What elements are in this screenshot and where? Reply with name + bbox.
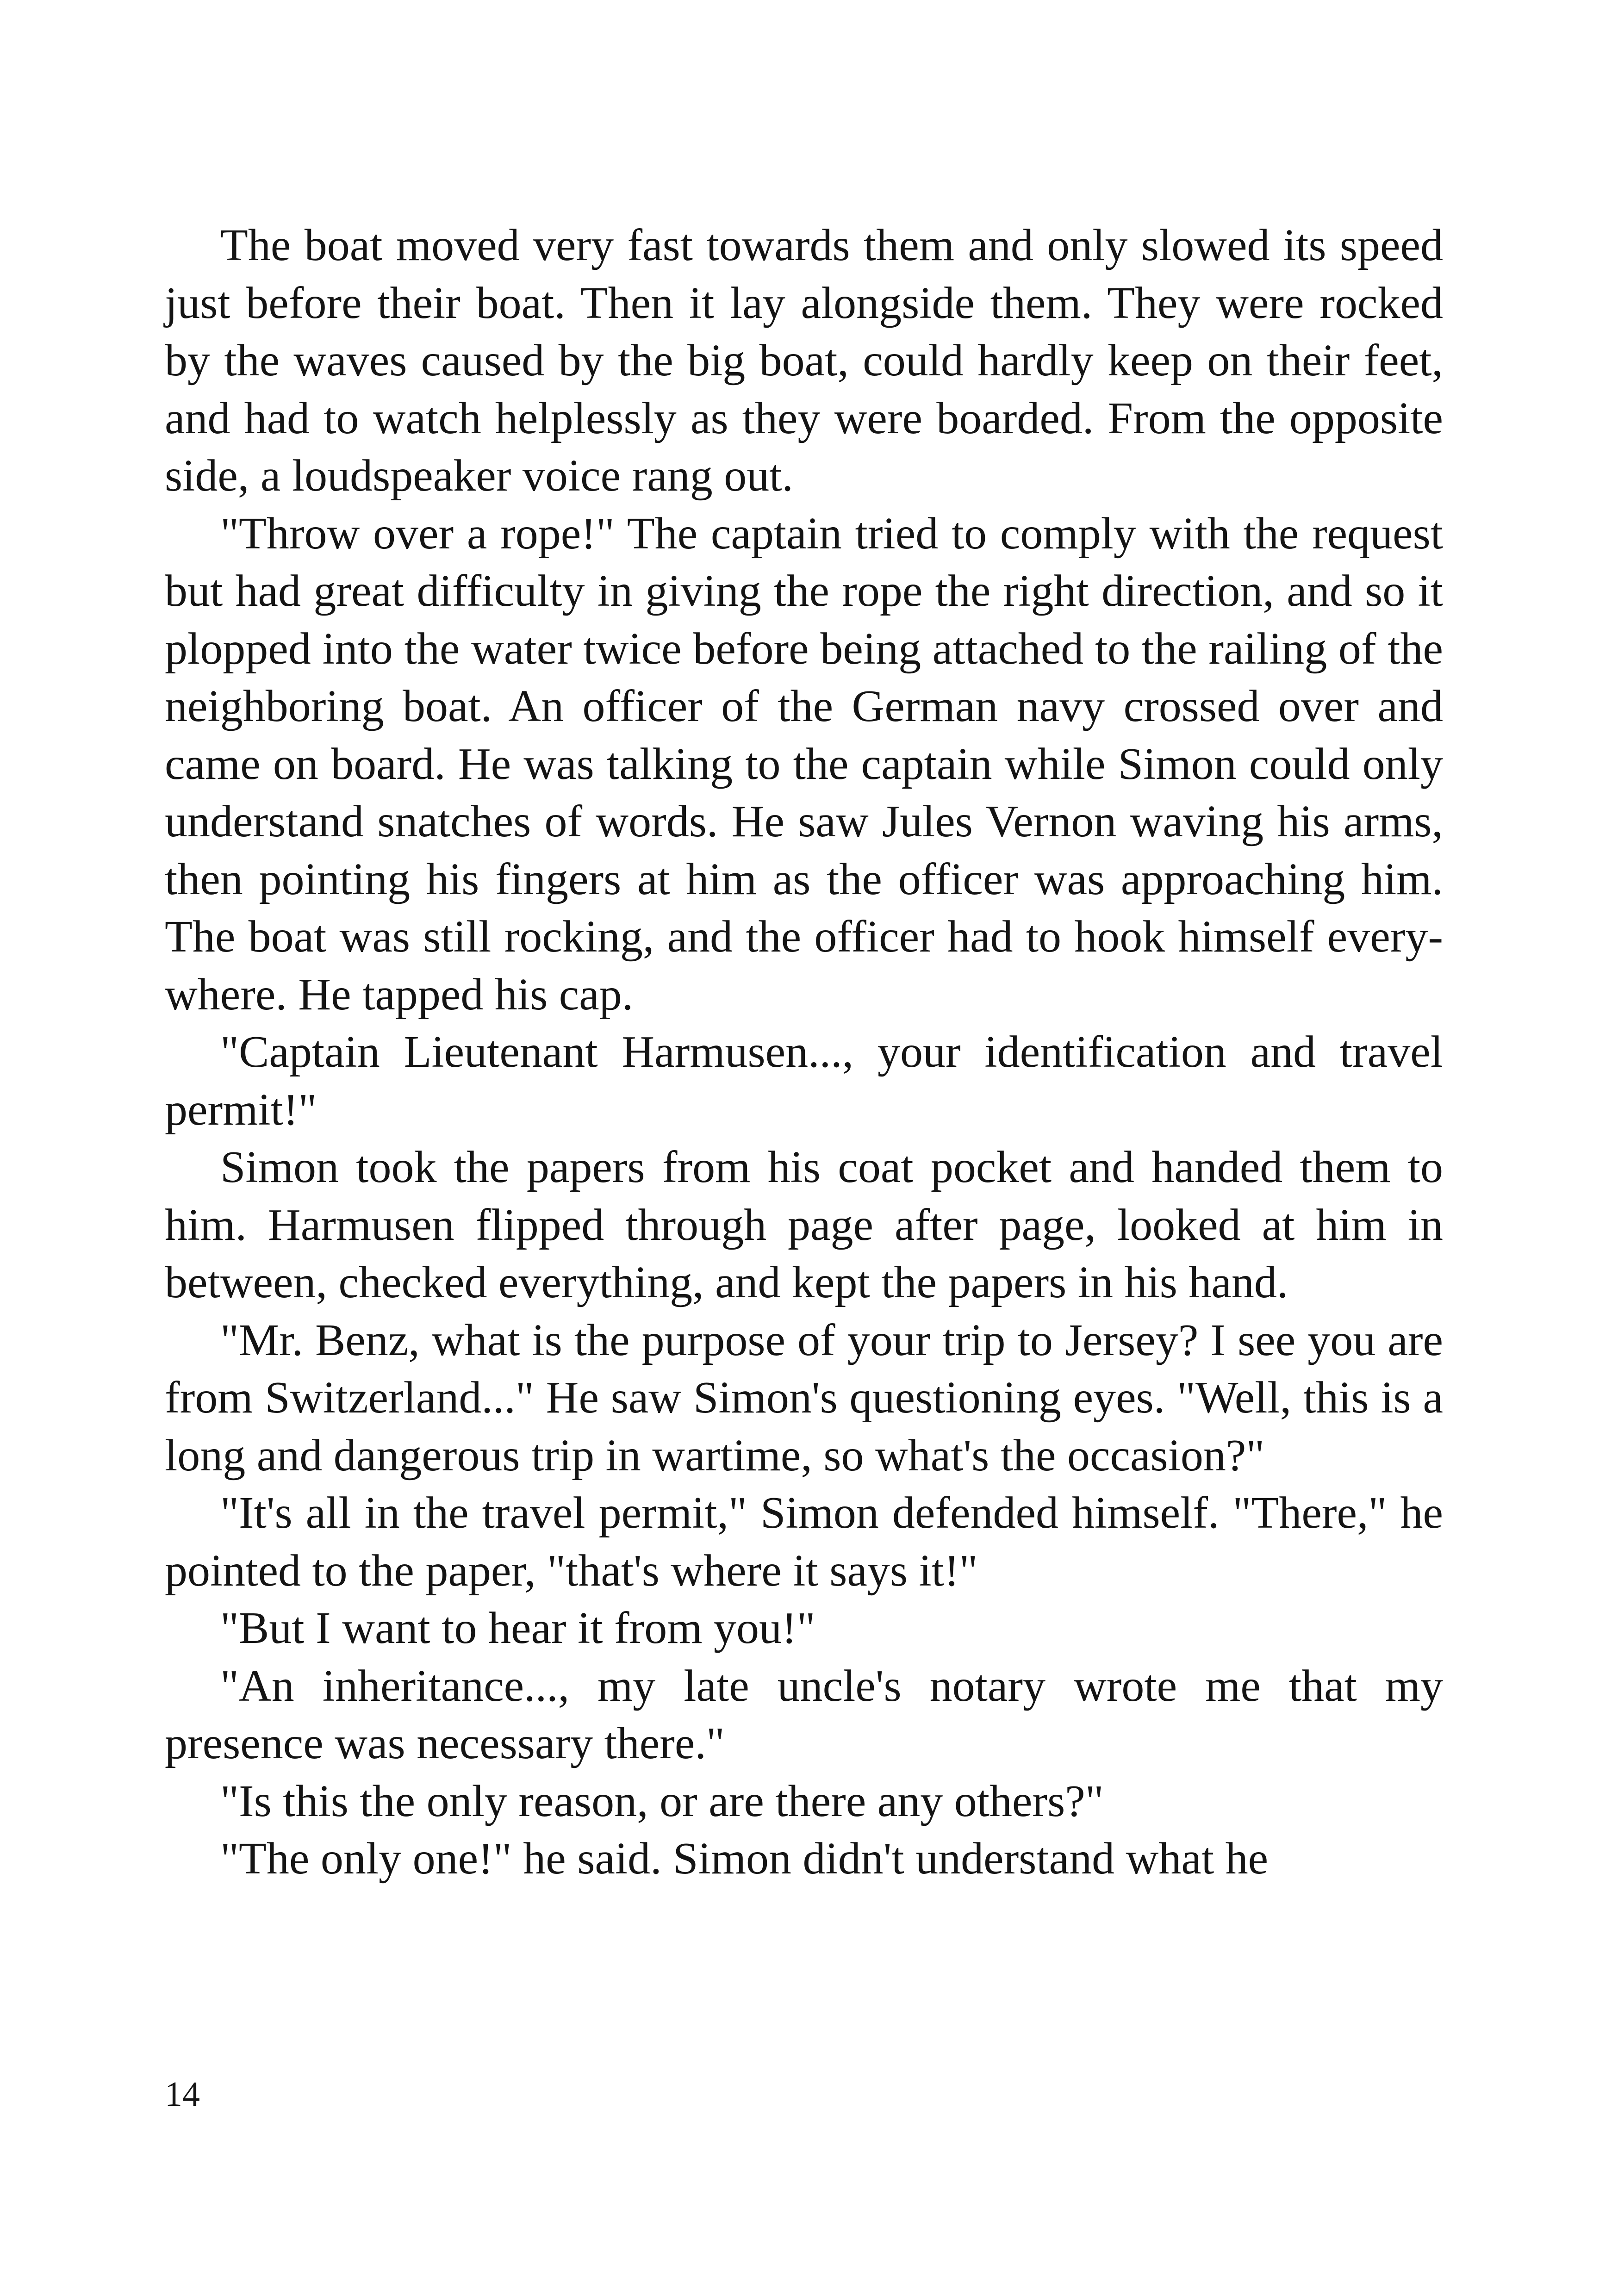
paragraph: "Mr. Benz, what is the purpose of your trip to Jersey? I see you are from Switzerland..." He saw Simon's questioning eyes. "Well, this is a long and dangerous trip in wartime, so what's the occasion?" [165,1315,1443,1481]
paragraph: "Captain Lieutenant Harmusen..., your identification and travel permit!" [165,1027,1443,1135]
paragraph: The boat moved very fast towards them and only slowed its speed just before their boat. Then it lay alongside them. They were rocked by the waves caused by the big boat, could hardly keep on their feet, and had to watch helplessly as they were boarded. From the opposite side, a loudspeaker voice rang out. [165,220,1443,501]
body-text [165,217,1443,1888]
paragraph: "The only one!" he said. Simon didn't understand what he [220,1834,1269,1884]
paragraph: "Is this the only reason, or are there any others?" [220,1776,1104,1826]
page-number: 14 [165,2075,200,2114]
paragraph: Simon took the papers from his coat pocket and handed them to him. Harmusen flipped through page after page, looked at him in between, checked everything, and kept the papers in his hand. [165,1142,1443,1307]
paragraph: "But I want to hear it from you!" [220,1603,815,1653]
paragraph: "Throw over a rope!" The captain tried to comply with the request but had great difficulty in giving the rope the right direction, and so it plopped into the water twice before being attached to the railing of the neighboring boat. An officer of the German navy crossed over and came on board. He was talking to the captain while Simon could only understand snatches of words. He saw Jules Vernon waving his arms, then pointing his fingers at him as the officer was approaching him. The boat was still rocking, and the officer had to hook himself everywhere. He tapped his cap. [165,508,1443,1020]
paragraph: "It's all in the travel permit," Simon defended himself. "There," he pointed to the paper, "that's where it says it!" [165,1488,1443,1596]
paragraph: "An inheritance..., my late uncle's notary wrote me that my presence was necessary there." [165,1661,1443,1768]
